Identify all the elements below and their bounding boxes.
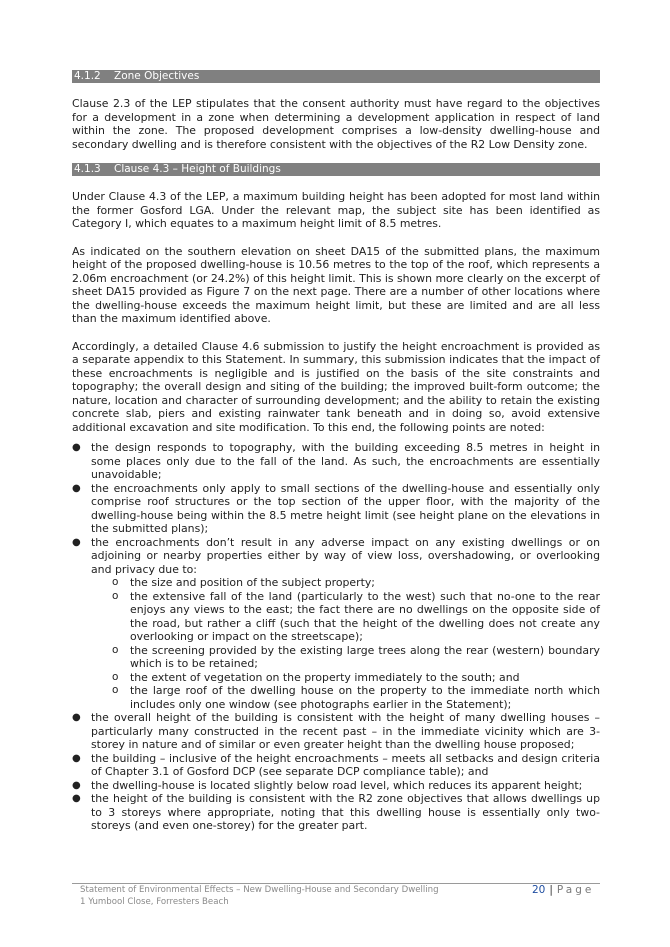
sub-list-item: o the large roof of the dwelling house on the property to the immediate north which includes only one window (see photographs earlier in the Statement); <box>112 684 600 711</box>
section-title: Clause 4.3 – Height of Buildings <box>114 163 281 175</box>
sub-list-item: o the extent of vegetation on the property immediately to the south; and <box>112 670 520 684</box>
footer-divider <box>72 883 600 884</box>
section-number: 4.1.3 <box>74 163 101 175</box>
page-word: Page <box>556 884 595 896</box>
paragraph-zone-objectives: Clause 2.3 of the LEP stipulates that the consent authority must have regard to the objectives for a development in a zone when determining a development application in respect of land within the zone. The proposed development comprises a low-density dwelling-house and secondary dwelling and is therefore consistent with the objectives of the R2 Low Density zone. <box>72 97 600 151</box>
list-item: ● the dwelling-house is located slightly below road level, which reduces its apparent height; <box>72 778 583 792</box>
sub-list-item: o the extensive fall of the land (particularly to the west) such that no-one to the rear enjoys any views to the east; the fact there are no dwellings on the opposite side of the road, but rather a cliff (such that the height of the dwelling does not create any overlooking or impact on the streetscape); <box>112 589 600 643</box>
circle-bullet-icon: o <box>112 643 119 656</box>
section-number: 4.1.2 <box>74 70 101 82</box>
sub-list <box>72 576 600 711</box>
circle-bullet-icon: o <box>112 684 119 696</box>
circle-bullet-icon: o <box>112 589 119 602</box>
bullet-list <box>72 441 600 833</box>
paragraph-maximum-height: As indicated on the southern elevation on sheet DA15 of the submitted plans, the maximum height of the proposed dwelling-house is 10.56 metres to the top of the roof, which represents a 2.06m encroachment (or 24.2%) of this height limit. This is shown more clearly on the excerpt of sheet DA15 provided as Figure 7 on the next page. There are a number of other locations where the dwelling-house exceeds the maximum height limit, but these are limited and are all less than the maximum identified above. <box>72 244 600 325</box>
bullet-icon: ● <box>72 482 81 494</box>
sub-list-item: o the screening provided by the existing large trees along the rear (western) boundary which is to be retained; <box>112 643 600 670</box>
bullet-icon: ● <box>72 712 81 723</box>
bullet-icon: ● <box>72 752 81 764</box>
document-page <box>72 70 600 833</box>
bullet-icon: ● <box>72 793 81 804</box>
bullet-icon: ● <box>72 442 81 453</box>
paragraph-height-limit: Under Clause 4.3 of the LEP, a maximum building height has been adopted for most land within the former Gosford LGA. Under the relevant map, the subject site has been identified as Category I, which equates to a maximum height limit of 8.5 metres. <box>72 190 600 230</box>
bullet-icon: ● <box>72 536 81 548</box>
footer-document-info <box>80 885 500 908</box>
list-item: ● the encroachments don’t result in any adverse impact on any existing dwellings or on adjoining or nearby properties either by way of view loss, overshadowing, or overlooking and privacy due to: o the size and position of the subject property; o the extensive fall of the land (particularly to the west) such that no-one to the rear enjoys any views to the east; the fact there are no dwellings on the opposite side of the road, but rather a cliff (such that the height of the dwelling does not create any overlooking or impact on the streetscape); o the screening provided by the existing large trees along the rear (western) boundary which is to be retained; o the extent of vegetation on the property immediately to the south; and o the large roof of the dwelling house on the property to the immediate north which includes only one window (see photographs earlier in the Statement); <box>72 535 600 711</box>
footer-document-title: Statement of Environmental Effects – New Dwelling-House and Secondary Dwelling <box>80 885 439 895</box>
page-number: 20 <box>532 884 546 896</box>
list-item: ● the design responds to topography, with the building exceeding 8.5 metres in height in some places only due to the fall of the land. As such, the encroachments are essentially unavoidable; <box>72 441 600 481</box>
section-heading-height-of-buildings <box>72 163 600 176</box>
list-item: ● the encroachments only apply to small sections of the dwelling-house and essentially only comprise roof structures or the top section of the upper floor, with the majority of the dwelling-house being within the 8.5 metre height limit (see height plane on the elevations in the submitted plans); <box>72 481 600 535</box>
bullet-icon: ● <box>72 779 81 791</box>
list-item: ● the building – inclusive of the height encroachments – meets all setbacks and design criteria of Chapter 3.1 of Gosford DCP (see separate DCP compliance table); and <box>72 751 600 778</box>
section-title: Zone Objectives <box>114 70 200 82</box>
footer-address: 1 Yumbool Close, Forresters Beach <box>80 896 229 907</box>
footer-page-indicator <box>532 884 612 896</box>
list-item: ● the height of the building is consistent with the R2 zone objectives that allows dwellings up to 3 storeys where appropriate, noting that this dwelling house is essentially only two-storeys (and even one-storey) for the greater part. <box>72 792 600 832</box>
circle-bullet-icon: o <box>112 576 119 588</box>
circle-bullet-icon: o <box>112 670 119 683</box>
paragraph-clause-4-6: Accordingly, a detailed Clause 4.6 submission to justify the height encroachment is provided as a separate appendix to this Statement. In summary, this submission indicates that the impact of these encroachments is negligible and is justified on the basis of the site constraints and topography; the overall design and siting of the building; the improved built-form outcome; the nature, location and character of surrounding development; and the ability to retain the existing concrete slab, piers and existing rainwater tank beneath and in doing so, avoid extensive additional excavation and site modification. To this end, the following points are noted: <box>72 339 600 434</box>
list-item: ● the overall height of the building is consistent with the height of many dwelling houses – particularly many constructed in the recent past – in the immediate vicinity which are 3-storey in nature and of similar or even greater height than the dwelling house proposed; <box>72 711 600 751</box>
page-separator: | <box>549 884 553 896</box>
section-heading-zone-objectives <box>72 70 600 83</box>
sub-list-item: o the size and position of the subject property; <box>112 576 375 589</box>
